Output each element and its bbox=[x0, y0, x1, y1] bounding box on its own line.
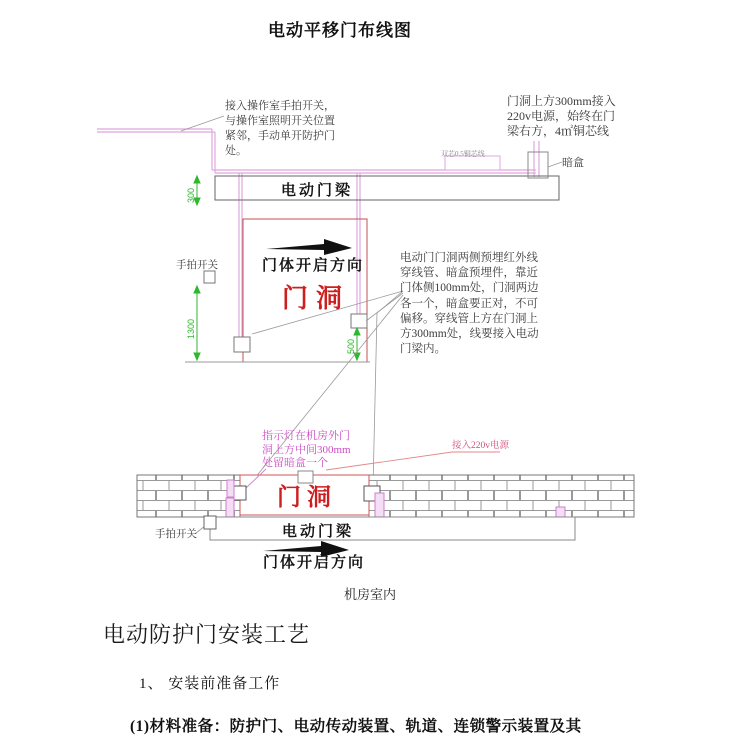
door-beam-label-upper: 电动门梁 bbox=[281, 182, 354, 199]
dimension-300: 300 bbox=[186, 187, 196, 203]
dimension-500: 500 bbox=[346, 338, 356, 354]
annotation-power-supply: 门洞上方300mm接入220v电源，始终在门梁右方，4㎡铜芯线 bbox=[507, 94, 616, 138]
dimension-1300: 1300 bbox=[186, 318, 196, 339]
door-beam-outline-lower bbox=[210, 517, 575, 540]
indicator-light-note: 指示灯在机房外门洞上方中间300mm处留暗盒一个 bbox=[262, 430, 351, 469]
page-title: 电动平移门布线图 bbox=[268, 21, 412, 40]
list-item-1: 1、 安装前准备工作 bbox=[139, 676, 281, 692]
open-direction-label-upper: 门体开启方向 bbox=[262, 257, 365, 274]
hand-switch-label-upper: 手拍开关 bbox=[176, 260, 218, 271]
room-label: 机房室内 bbox=[344, 587, 397, 602]
conduit-box-right bbox=[351, 314, 367, 328]
door-opening-label-upper: 门洞 bbox=[282, 283, 351, 313]
wall-right bbox=[369, 475, 634, 517]
hand-switch-label-lower: 手拍开关 bbox=[155, 529, 197, 540]
concealed-box-upper bbox=[528, 152, 548, 178]
door-opening-label-lower: 门洞 bbox=[277, 484, 337, 511]
door-beam-outline-upper bbox=[215, 176, 559, 200]
annotation-infrared-conduit: 电动门门洞两侧预埋红外线穿线管、暗盒预埋件，靠近门体侧100mm处，门洞两边各一个，暗盒要正对，不可偏移。穿线管上方在门洞上方300mm处，线要接入电动门梁内。 bbox=[400, 252, 539, 356]
hand-switch-box-lower bbox=[204, 516, 216, 529]
lower-diagram-linework bbox=[137, 452, 634, 557]
open-direction-label-lower: 门体开启方向 bbox=[263, 554, 366, 571]
power-connection-note: 接入220v电源 bbox=[452, 441, 510, 451]
direction-arrow-upper bbox=[266, 239, 352, 255]
door-beam-label-lower: 电动门梁 bbox=[282, 523, 355, 540]
wall-left bbox=[137, 475, 240, 517]
annotation-operator-switch: 接入操作室手拍开关，与操作室照明开关位置紧邻，手动单开防护门处。 bbox=[225, 100, 335, 157]
conduit-box-left bbox=[234, 337, 250, 352]
concealed-box-label: 暗盒 bbox=[562, 157, 584, 169]
wire-size-label: 双芯0.5铜芯线 bbox=[441, 150, 485, 158]
section-heading: 电动防护门安装工艺 bbox=[103, 622, 311, 647]
list-item-2: (1)材料准备：防护门、电动传动装置、轨道、连锁警示装置及其 bbox=[130, 718, 582, 735]
